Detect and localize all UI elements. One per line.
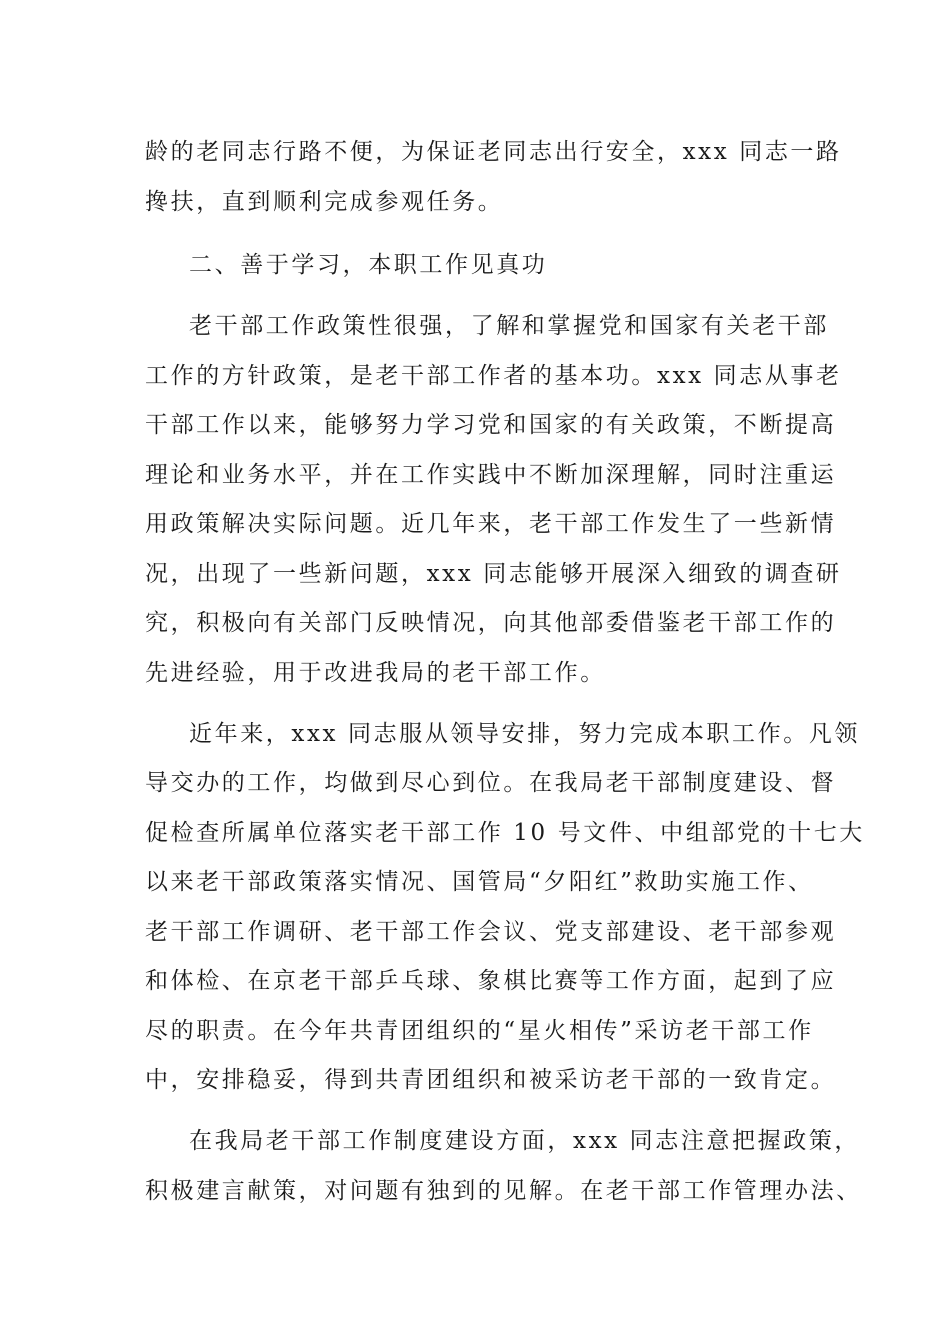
text-line: 老干部工作政策性很强，了解和掌握党和国家有关老干部 — [189, 313, 829, 339]
text-line: 干部工作以来，能够努力学习党和国家的有关政策，不断提高 — [145, 412, 837, 438]
text-line: 近年来，xxx 同志服从领导安排，努力完成本职工作。凡领 — [189, 721, 861, 747]
section-heading: 二、善于学习，本职工作见真功 — [189, 252, 548, 278]
text-line: 以来老干部政策落实情况、国管局“夕阳红”救助实施工作、 — [145, 869, 814, 895]
text-line: 导交办的工作，均做到尽心到位。在我局老干部制度建设、督 — [145, 770, 837, 796]
text-line: 理论和业务水平，并在工作实践中不断加深理解，同时注重运 — [145, 462, 837, 488]
text-line: 在我局老干部工作制度建设方面，xxx 同志注意把握政策， — [189, 1128, 861, 1154]
text-line: 龄的老同志行路不便，为保证老同志出行安全，xxx 同志一路 — [145, 139, 842, 165]
text-line: 促检查所属单位落实老干部工作 10 号文件、中组部党的十七大 — [145, 820, 865, 846]
text-line: 用政策解决实际问题。近几年来，老干部工作发生了一些新情 — [145, 511, 837, 537]
text-line: 和体检、在京老干部乒乓球、象棋比赛等工作方面，起到了应 — [145, 968, 837, 994]
text-line: 况，出现了一些新问题，xxx 同志能够开展深入细致的调查研 — [145, 561, 842, 587]
text-line: 中，安排稳妥，得到共青团组织和被采访老干部的一致肯定。 — [145, 1067, 837, 1093]
text-line: 积极建言献策，对问题有独到的见解。在老干部工作管理办法、 — [145, 1178, 862, 1204]
text-line: 搀扶，直到顺利完成参观任务。 — [145, 189, 504, 215]
text-line: 究，积极向有关部门反映情况，向其他部委借鉴老干部工作的 — [145, 610, 837, 636]
text-line: 先进经验，用于改进我局的老干部工作。 — [145, 660, 606, 686]
text-line: 老干部工作调研、老干部工作会议、党支部建设、老干部参观 — [145, 919, 837, 945]
text-line: 工作的方针政策，是老干部工作者的基本功。xxx 同志从事老 — [145, 363, 842, 389]
text-line: 尽的职责。在今年共青团组织的“星火相传”采访老干部工作 — [145, 1018, 814, 1044]
